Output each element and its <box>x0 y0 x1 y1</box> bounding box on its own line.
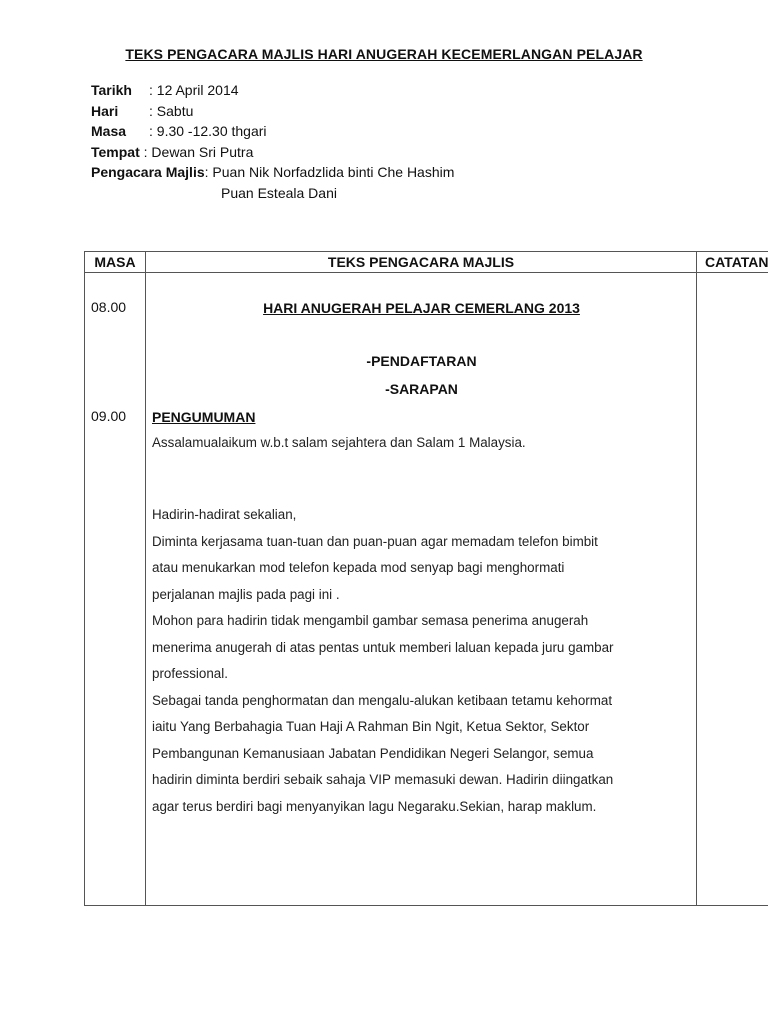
header-teks: TEKS PENGACARA MAJLIS <box>146 252 697 273</box>
announcement-paragraph <box>152 502 687 820</box>
info-row-pengacara-2 <box>91 183 454 204</box>
time-0900: 09.00 <box>91 408 127 424</box>
paragraph-line: perjalanan majlis pada pagi ini . <box>152 586 340 602</box>
info-row-tarikh <box>91 80 454 101</box>
sarapan-text: -SARAPAN <box>385 381 458 397</box>
teks-cell <box>146 273 697 906</box>
table-header-row <box>85 252 768 273</box>
pengumuman-heading: PENGUMUMAN <box>152 409 256 425</box>
header-masa: MASA <box>85 252 146 273</box>
pengacara-value-2: Puan Esteala Dani <box>221 184 337 201</box>
pengacara-value-1: : Puan Nik Norfadzlida binti Che Hashim <box>204 164 455 180</box>
header-catatan: CATATAN <box>697 252 768 273</box>
document-title: TEKS PENGACARA MAJLIS HARI ANUGERAH KECEMERLANGAN PELAJAR <box>125 46 643 62</box>
paragraph-line: hadirin diminta berdiri sebaik sahaja VIP memasuki dewan. Hadirin diingatkan <box>152 772 614 787</box>
paragraph-line: atau menukarkan mod telefon kepada mod senyap bagi menghormati <box>152 560 565 575</box>
catatan-cell <box>697 273 768 906</box>
paragraph-line: menerima anugerah di atas pentas untuk memberi laluan kepada juru gambar <box>152 639 614 655</box>
paragraph-line: Mohon para hadirin tidak mengambil gambar semasa penerima anugerah <box>152 613 589 628</box>
info-row-pengacara <box>91 162 454 183</box>
tempat-label: Tempat <box>91 143 140 160</box>
masa-cell <box>85 273 146 906</box>
script-table <box>84 251 768 906</box>
greeting-text: Assalamualaikum w.b.t salam sejahtera dan Salam 1 Malaysia. <box>152 435 526 450</box>
info-row-hari <box>91 101 454 122</box>
time-0800: 08.00 <box>91 299 127 315</box>
pendaftaran-text: -PENDAFTARAN <box>366 353 477 369</box>
paragraph-line: Hadirin-hadirat sekalian, <box>152 507 297 522</box>
paragraph-line: agar terus berdiri bagi menyanyikan lagu Negaraku.Sekian, harap maklum. <box>152 798 597 814</box>
paragraph-line: Diminta kerjasama tuan-tuan dan puan-puan agar memadam telefon bimbit <box>152 533 598 549</box>
masa-label: Masa <box>91 123 127 139</box>
hari-label: Hari <box>91 102 119 119</box>
info-row-tempat <box>91 142 454 163</box>
paragraph-line: professional. <box>152 666 228 681</box>
tempat-value: : Dewan Sri Putra <box>143 143 254 160</box>
paragraph-line: Sebagai tanda penghormatan dan mengalu-alukan ketibaan tetamu kehormat <box>152 692 613 708</box>
pengacara-label: Pengacara Majlis <box>91 164 205 180</box>
masa-value: : 9.30 -12.30 thgari <box>149 123 267 139</box>
tarikh-label: Tarikh <box>91 82 132 98</box>
info-row-masa <box>91 121 454 142</box>
hari-value: : Sabtu <box>149 102 194 119</box>
paragraph-line: Pembangunan Kemanusiaan Jabatan Pendidikan Negeri Selangor, semua <box>152 745 594 761</box>
tarikh-value: : 12 April 2014 <box>149 82 239 98</box>
paragraph-line: iaitu Yang Berbahagia Tuan Haji A Rahman Bin Ngit, Ketua Sektor, Sektor <box>152 719 590 734</box>
event-title: HARI ANUGERAH PELAJAR CEMERLANG 2013 <box>263 300 580 316</box>
event-info <box>91 80 454 203</box>
table-row <box>85 273 768 906</box>
